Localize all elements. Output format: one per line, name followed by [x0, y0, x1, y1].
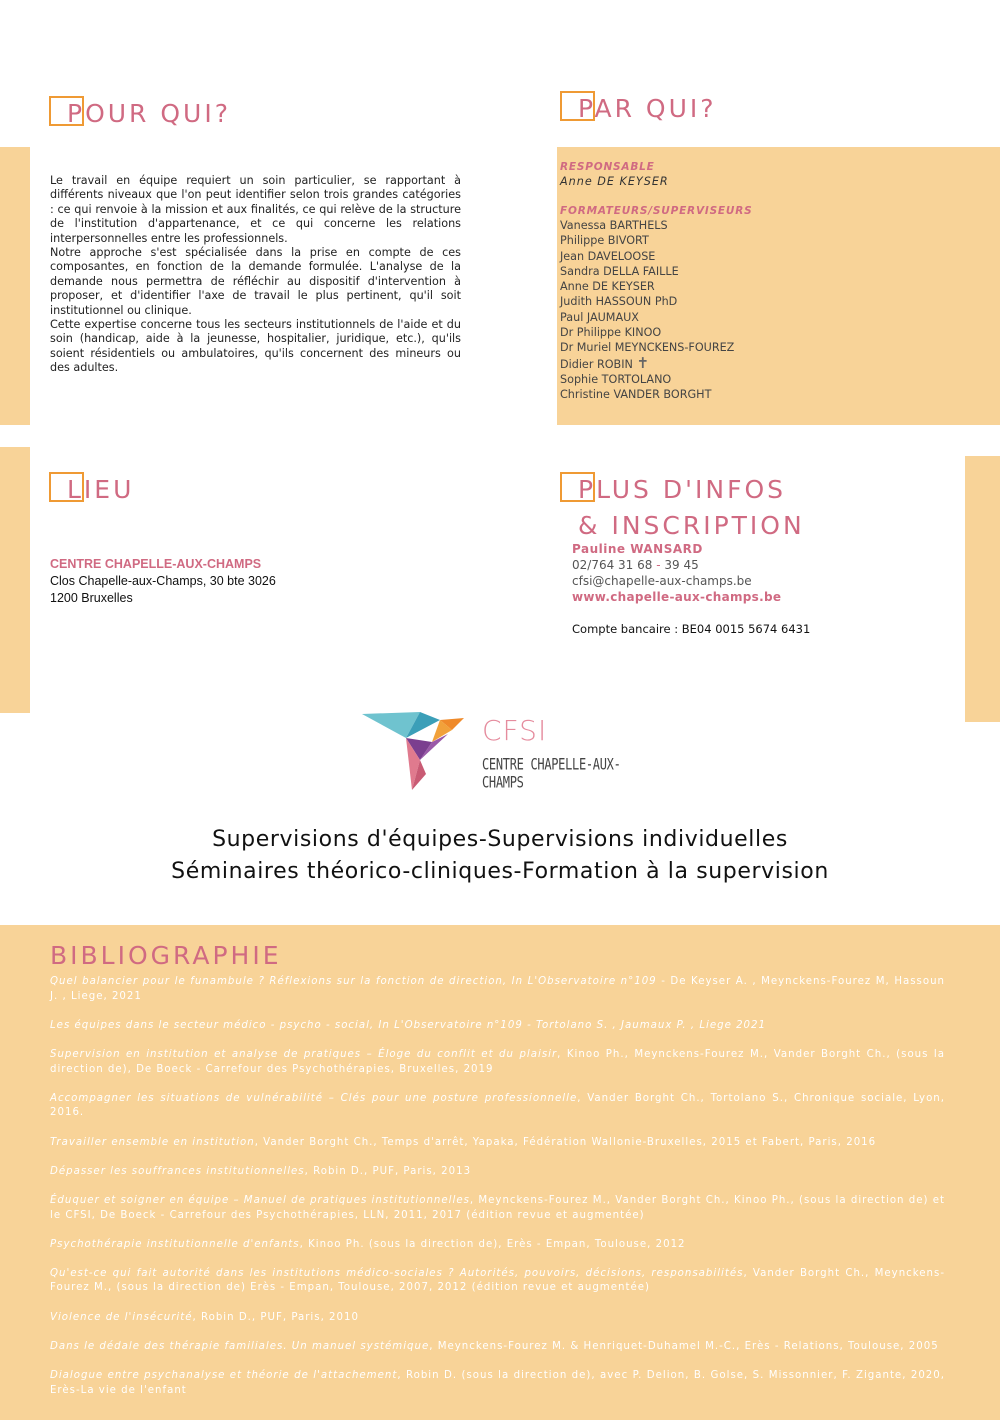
- pour-qui-paragraph: Notre approche s'est spécialisée dans la prise en compte de ces composantes, en fonction de la demande formulée. L'analyse de la demande nous permettra de réfléchir au dispositif d'intervention à proposer, et d'identifier l'axe de travail le plus pertinent, qu'il soit institutionnel ou clinique.: [50, 246, 461, 317]
- biblio-entry: Psychothérapie institutionnelle d'enfants, Kinoo Ph. (sous la direction de), Erès - Empan, Toulouse, 2012: [50, 1238, 686, 1250]
- formateur-item: Sophie TORTOLANO: [560, 372, 672, 386]
- responsable-name: Anne DE KEYSER: [560, 175, 669, 188]
- cross-icon: ✝: [636, 353, 650, 372]
- lieu-address-line2: 1200 Bruxelles: [50, 591, 133, 605]
- responsable-label: RESPONSABLE: [560, 161, 655, 173]
- formateur-item: Jean DAVELOOSE: [560, 249, 656, 263]
- left-side-bar-top: [0, 147, 30, 425]
- bibliographie-section: [0, 925, 1000, 1420]
- par-qui-heading: PAR QUI?: [560, 91, 717, 127]
- pour-qui-text: [50, 174, 461, 376]
- par-qui-list: [560, 160, 980, 403]
- phone-ext: 39 45: [664, 558, 699, 572]
- formateur-item: Christine VANDER BORGHT: [560, 388, 712, 402]
- lieu-org: CENTRE CHAPELLE-AUX-CHAMPS: [50, 557, 262, 571]
- logo-acronym: CFSI: [482, 714, 548, 747]
- logo-subtitle: CENTRE CHAPELLE-AUX-CHAMPS: [482, 755, 621, 792]
- left-side-bar-bottom: [0, 447, 30, 713]
- website-link[interactable]: www.chapelle-aux-champs.be: [572, 590, 782, 604]
- lieu-heading: LIEU: [49, 472, 134, 508]
- pour-qui-paragraph: Le travail en équipe requiert un soin particulier, se rapportant à différents niveaux que l'on peut identifier selon trois grandes catégories : ce qui renvoie à la mission et aux finalités, ce qui relève de la structure de l'institution d'appartenance, et ce qui concerne les relations interpersonnelles entre les professionnels.: [50, 174, 461, 245]
- contact-name: Pauline WANSARD: [572, 542, 703, 556]
- biblio-entry: Quel balancier pour le funambule ? Réflexions sur la fonction de direction, In L'Observatoire n°109 - De Keyser A. , Meynckens-Fourez M, Hassoun J. , Liege, 2021: [50, 976, 945, 1002]
- formateur-name: Didier ROBIN: [560, 357, 633, 371]
- phone-separator: -: [656, 558, 661, 572]
- biblio-entry: Éduquer et soigner en équipe – Manuel de pratiques institutionnelles, Meynckens-Fourez M., Vander Borght Ch., Kinoo Ph., (sous la direction de) et le CFSI, De Boeck - Carrefour des Psychothérapies, LLN, 2011, 2017 (édition revue et augmentée): [50, 1194, 945, 1221]
- inscription-heading: & INSCRIPTION: [578, 511, 805, 540]
- formateur-item: Judith HASSOUN PhD: [560, 295, 678, 309]
- cfsi-logo: [360, 708, 660, 798]
- phone-main: 02/764 31 68: [572, 558, 653, 572]
- formateur-item: Philippe BIVORT: [560, 234, 649, 248]
- tagline-line2: Séminaires théorico-cliniques-Formation à la supervision: [171, 859, 829, 884]
- pour-qui-paragraph: Cette expertise concerne tous les secteurs institutionnels de l'aide et du soin (handicap, aide à la jeunesse, hospitalier, juridique, etc.), qu'ils soient résidentiels ou ambulatoires, qu'ils concernent des mineurs ou des adultes.: [50, 318, 461, 375]
- biblio-entry: Supervision en institution et analyse de pratiques – Éloge du conflit et du plaisir, Kinoo Ph., Meynckens-Fourez M., Vander Borght Ch., (sous la direction de), De Boeck - Carrefour des Psychothérapies, Bruxelles, 2019: [50, 1048, 945, 1075]
- formateur-item: Anne DE KEYSER: [560, 280, 655, 294]
- formateur-item: Dr Muriel MEYNCKENS-FOUREZ: [560, 341, 735, 355]
- biblio-entry: Les équipes dans le secteur médico - psycho - social, In L'Observatoire n°109 - Tortolano S. , Jaumaux P. , Liege 2021: [50, 1019, 766, 1031]
- pour-qui-heading: POUR QUI?: [49, 96, 231, 132]
- infos-contact: [572, 541, 972, 637]
- biblio-entry: Qu'est-ce qui fait autorité dans les institutions médico-sociales ? Autorités, pouvoirs, décisions, responsabilités, Vander Borght Ch., Meynckens-Fourez M., (sous la direction de) Erès - Empan, Toulouse, 2007, 2012 (édition revue et augmentée): [50, 1267, 946, 1294]
- formateur-item: Vanessa BARTHELS: [560, 219, 668, 232]
- biblio-entry: Dépasser les souffrances institutionnelles, Robin D., PUF, Paris, 2013: [50, 1165, 472, 1177]
- lieu-address: [50, 556, 450, 607]
- biblio-entry: Dialogue entre psychanalyse et théorie de l'attachement, Robin D. (sous la direction de), avec P. Delion, B. Golse, S. Missonnier, F. Zigante, 2020, Erès-La vie de l'enfant: [50, 1370, 946, 1396]
- biblio-entry: Dans le dédale des thérapie familiales. Un manuel systémique, Meynckens-Fourez M. & Henriquet-Duhamel M.-C., Erès - Relations, Toulouse, 2005: [50, 1340, 939, 1352]
- contact-phone: [572, 557, 972, 573]
- formateur-item: [560, 353, 980, 372]
- bird-icon: [360, 708, 470, 798]
- lieu-address-line1: Clos Chapelle-aux-Champs, 30 bte 3026: [50, 574, 276, 588]
- tagline-line1: Supervisions d'équipes-Supervisions individuelles: [212, 827, 788, 852]
- biblio-entry: Violence de l'insécurité, Robin D., PUF, Paris, 2010: [50, 1311, 359, 1323]
- bibliographie-title: BIBLIOGRAPHIE: [50, 941, 282, 970]
- formateur-item: Dr Philippe KINOO: [560, 326, 662, 340]
- formateur-item: Sandra DELLA FAILLE: [560, 264, 679, 278]
- bibliographie-list: [50, 975, 945, 1413]
- contact-email[interactable]: cfsi@chapelle-aux-champs.be: [572, 574, 752, 588]
- bank-account: Compte bancaire : BE04 0015 5674 6431: [572, 622, 811, 636]
- infos-heading: PLUS D'INFOS: [560, 472, 786, 508]
- biblio-entry: Accompagner les situations de vulnérabilité – Clés pour une posture professionnelle, Vander Borght Ch., Tortolano S., Chronique sociale, Lyon, 2016.: [50, 1092, 945, 1119]
- biblio-entry: Travailler ensemble en institution, Vander Borght Ch., Temps d'arrêt, Yapaka, Fédération Wallonie-Bruxelles, 2015 et Fabert, Paris, 2016: [50, 1136, 877, 1148]
- formateurs-label: FORMATEURS/SUPERVISEURS: [560, 205, 753, 217]
- formateur-item: Paul JAUMAUX: [560, 310, 639, 324]
